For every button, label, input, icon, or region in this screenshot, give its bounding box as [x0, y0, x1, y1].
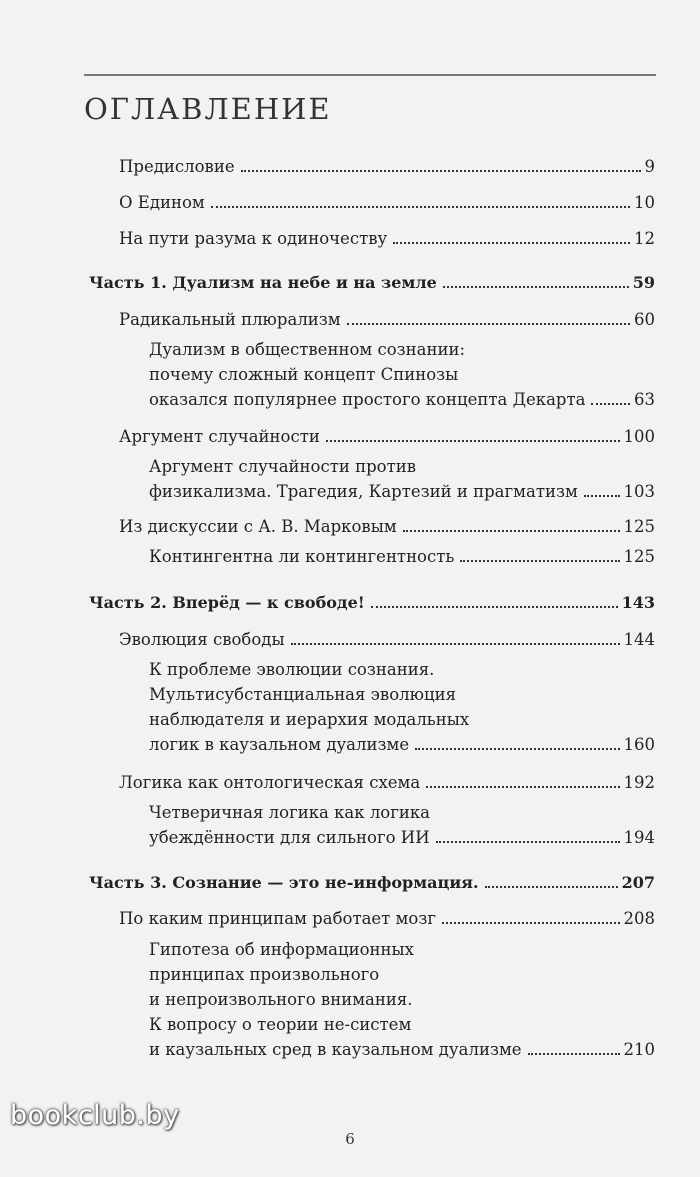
dot-leader	[426, 786, 619, 788]
toc-part-3[interactable]	[89, 870, 655, 895]
watermark: bookclub.by	[10, 1100, 180, 1131]
toc-page-number: 125	[623, 547, 655, 566]
dot-leader	[442, 922, 620, 924]
dot-leader	[393, 242, 630, 244]
toc-entry-title: Радикальный плюрализм	[119, 310, 341, 329]
toc-part-1[interactable]	[89, 270, 655, 295]
toc-entry-title: логик в каузальном дуализме	[149, 735, 410, 754]
toc-page-number: 9	[644, 157, 655, 176]
toc-entry-title: и каузальных сред в каузальном дуализме	[149, 1040, 522, 1059]
toc-entry-title: убеждённости для сильного ИИ	[149, 828, 430, 847]
toc-entry-title-line: почему сложный концепт Спинозы	[149, 365, 459, 384]
toc-entry-title-line: Аргумент случайности против	[149, 457, 417, 476]
toc-entry-title-line: Мультисубстанциальная эволюция	[149, 685, 457, 704]
toc-page-number: 125	[623, 517, 655, 536]
toc-entry-gipoteza[interactable]	[149, 937, 655, 1062]
toc-entry-title-line: Гипотеза об информационных	[149, 940, 414, 959]
toc-entry-title-line: К проблеме эволюции сознания.	[149, 660, 435, 679]
toc-page-number: 63	[634, 390, 655, 409]
toc-page-number: 194	[623, 828, 655, 847]
toc-entry-preface[interactable]	[119, 154, 655, 179]
toc-entry-title-line: Дуализм в общественном сознании:	[149, 340, 466, 359]
toc-entry-title: Часть 2. Вперёд — к свободе!	[89, 593, 365, 612]
toc-entry-title-line: и непроизвольного внимания.	[149, 990, 413, 1009]
toc-entry-title: О Едином	[119, 193, 205, 212]
dot-leader	[211, 206, 630, 208]
toc-page-number: 10	[634, 193, 655, 212]
toc-part-2[interactable]	[89, 590, 655, 615]
dot-leader	[415, 748, 619, 750]
toc-page-number: 100	[623, 427, 655, 446]
dot-leader	[460, 560, 619, 562]
toc-entry-title-line: принципах произвольного	[149, 965, 380, 984]
toc-entry-title: Аргумент случайности	[119, 427, 320, 446]
dot-leader	[403, 530, 620, 532]
page-number: 6	[345, 1130, 355, 1148]
toc-entry-title: оказался популярнее простого концепта Декарта	[149, 390, 586, 409]
toc-entry-title: физикализма. Трагедия, Картезий и прагматизм	[149, 482, 578, 501]
toc-entry-title: По каким принципам работает мозг	[119, 909, 436, 928]
toc-entry-iz-diskussii[interactable]	[119, 514, 655, 539]
toc-entry-dualizm-v-obshchestvennom[interactable]	[149, 337, 655, 412]
page-title: ОГЛАВЛЕНИЕ	[84, 92, 332, 126]
toc-entry-title: Часть 1. Дуализм на небе и на земле	[89, 273, 437, 292]
toc-page-number: 208	[623, 909, 655, 928]
toc-page-number: 59	[632, 273, 655, 292]
dot-leader	[443, 286, 629, 288]
toc-page-number: 144	[623, 630, 655, 649]
toc-entry-title: Логика как онтологическая схема	[119, 773, 421, 792]
toc-entry-title: Часть 3. Сознание — это не-информация.	[89, 873, 479, 892]
dot-leader	[371, 606, 618, 608]
top-rule	[84, 74, 656, 76]
toc-entry-title-line: наблюдателя и иерархия модальных	[149, 710, 470, 729]
toc-entry-title: Эволюция свободы	[119, 630, 285, 649]
toc-page-number: 12	[634, 229, 655, 248]
toc-page-number: 160	[623, 735, 655, 754]
dot-leader	[326, 440, 620, 442]
toc-entry-title: На пути разума к одиночеству	[119, 229, 388, 248]
toc-entry-title-line: Четверичная логика как логика	[149, 803, 431, 822]
dot-leader	[528, 1053, 620, 1055]
toc-entry-po-kakim-printsipam[interactable]	[119, 906, 655, 931]
dot-leader	[485, 886, 618, 888]
toc-page-number: 192	[623, 773, 655, 792]
toc-entry-title: Контингентна ли контингентность	[149, 547, 455, 566]
toc-page-number: 103	[623, 482, 655, 501]
toc-page-number: 207	[621, 873, 655, 892]
toc-entry-argument-sluchaynosti[interactable]	[119, 424, 655, 449]
dot-leader	[584, 495, 620, 497]
dot-leader	[436, 841, 620, 843]
dot-leader	[241, 170, 641, 172]
toc-entry-kontingentna[interactable]	[149, 544, 655, 569]
toc-entry-argument-protiv-fizikalizma[interactable]	[149, 454, 655, 504]
toc-entry-na-puti[interactable]	[119, 226, 655, 251]
toc-page-number: 143	[621, 593, 655, 612]
toc-entry-title: Предисловие	[119, 157, 235, 176]
dot-leader	[347, 323, 630, 325]
toc-entry-radikalny-plyuralizm[interactable]	[119, 307, 655, 332]
toc-page-number: 60	[634, 310, 655, 329]
toc-entry-logika-kak-skhema[interactable]	[119, 770, 655, 795]
toc-entry-title-line: К вопросу о теории не-систем	[149, 1015, 412, 1034]
toc-entry-evolyutsiya-svobody[interactable]	[119, 627, 655, 652]
dot-leader	[291, 643, 620, 645]
toc-entry-k-probleme-evolyutsii[interactable]	[149, 657, 655, 757]
toc-page-number: 210	[623, 1040, 655, 1059]
toc-entry-o-edinom[interactable]	[119, 190, 655, 215]
dot-leader	[591, 403, 630, 405]
toc-entry-chetverichnaya-logika[interactable]	[149, 800, 655, 850]
toc-entry-title: Из дискуссии с А. В. Марковым	[119, 517, 397, 536]
